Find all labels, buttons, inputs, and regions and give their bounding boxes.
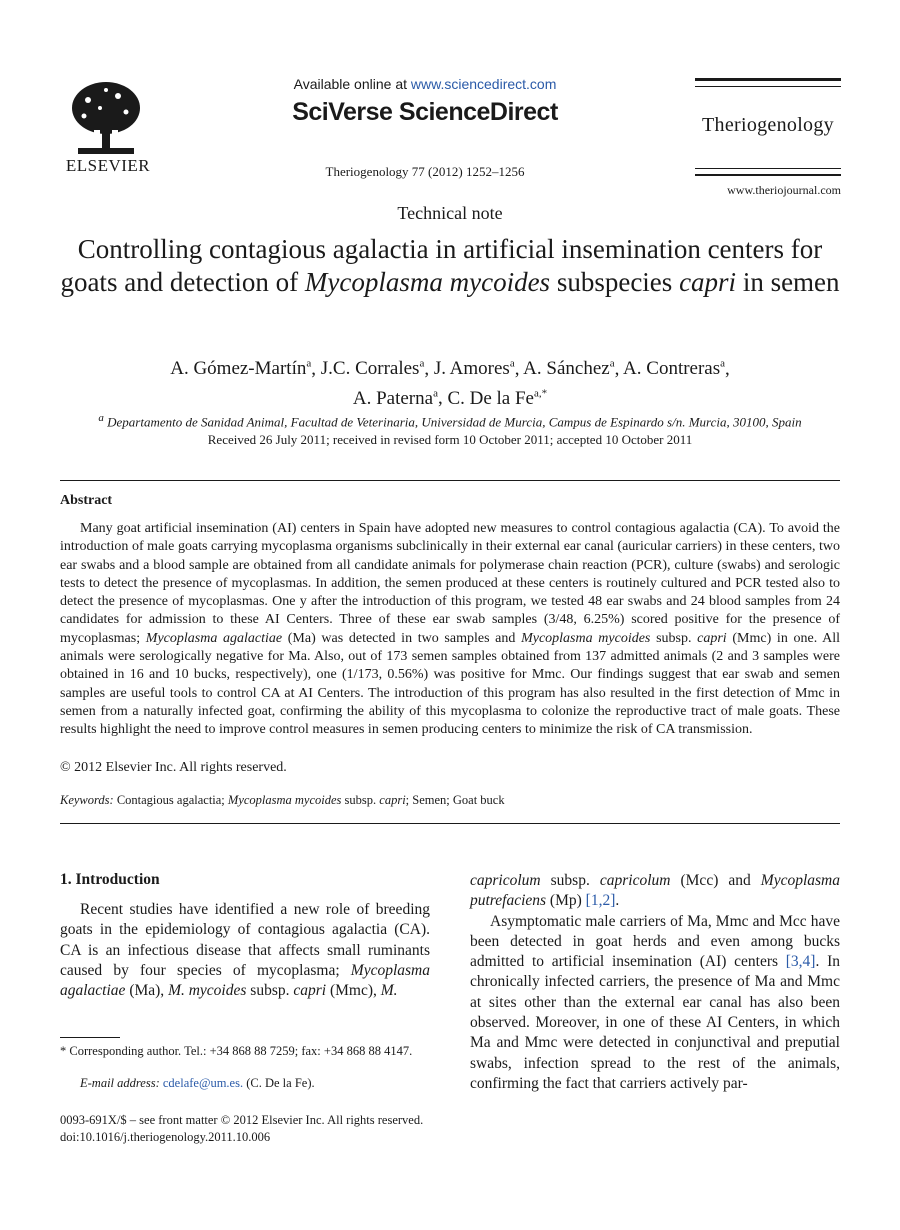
platform-name: SciVerse ScienceDirect [292, 98, 558, 126]
intro-column-1 [60, 900, 430, 1001]
abstract-text: Many goat artificial insemination (AI) centers in Spain have adopted new measures to control contagious agalactia (CA). To avoid the introduction of male goats carrying mycoplasma organisms subclinically in their external ear canal (auricular carriers) in these centers, two ear swabs and a blood sample are obtained from all candidate animals for polymerase chain reaction (PCR), culture (swabs) and serologic tests to detect the presence of mycoplasmas. In addition, the semen produced at these centers is routinely cultured and PCR tested also to detect the presence of mycoplasmas. One y after the introduction of this program, we tested 48 ear swabs and 24 blood samples from 24 candidates for admission to these AI Centers. Three of these ear swab samples (3/48, 6.25%) scored positive for the presence of mycoplasmas; Mycoplasma agalactiae (Ma) was detected in two samples and Mycoplasma mycoides subsp. capri (Mmc) in one. All animals were serologically negative for Ma. Also, out of 173 semen samples obtained from 137 admitted animals (2 and 3 samples were obtained in 16 and 10 bucks, respectively), one (1/173, 0.56%) was positive for Mmc. Our findings suggest that ear swab and semen samples are useful tools to control CA at AI Centers. The introduction of this program has also resulted in the first detection of Mmc in semen from a naturally infected goat, confirming the ability of this mycoplasma to colonize the reproductive tract of male goats. These results highlight the need to improve control measures in semen producing centers to minimize the risk of CA transmission. [60, 521, 840, 738]
keywords: Keywords: Contagious agalactia; Mycoplasma mycoides subsp. capri; Semen; Goat buck [60, 793, 505, 807]
affiliation: $^a$ Departamento de Sanidad Animal, Facultad de Veterinaria, Universidad de Murcia, Campus de Espinardo s/n. Murcia, 30100, Spain [98, 412, 802, 430]
journal-rule [695, 78, 841, 81]
abstract-heading: Abstract [60, 493, 113, 508]
journal-rule [695, 86, 841, 87]
publisher-name: ELSEVIER [65, 156, 151, 175]
available-online [280, 76, 570, 92]
author[interactable]: A. Gómez-Martín$^a$ [170, 358, 312, 380]
title-italic: capri [679, 267, 737, 297]
copyright: © 2012 Elsevier Inc. All rights reserved. [60, 760, 287, 775]
title-italic: Mycoplasma mycoides [304, 267, 551, 297]
sciencedirect-link[interactable]: www.sciencedirect.com [410, 76, 557, 92]
front-matter-line: 0093-691X/$ – see front matter © 2012 Elsevier Inc. All rights reserved. [60, 1113, 424, 1127]
author[interactable]: A. Sánchez$^a$ [523, 358, 615, 380]
received-dates: Received 26 July 2011; received in revised form 10 October 2011; accepted 10 October 2011 [207, 432, 693, 447]
title-text: subspecies [550, 267, 680, 297]
divider [60, 480, 840, 481]
footnote-rule [60, 1037, 120, 1038]
section-heading: 1. Introduction [60, 871, 160, 888]
email-note: E-mail address: cdelafe@um.es. (C. De la Fe). [80, 1076, 315, 1090]
author-list: A. Gómez-Martín$^a$, J.C. Corrales$^a$, J. Amores$^a$, A. Sánchez$^a$, A. Contreras$^a$, A. Paterna$^a$, C. De la $Fe^{a,*}$ [170, 358, 730, 409]
title-text: in semen [736, 267, 840, 297]
author[interactable]: C. De la $Fe^{a,*}$ [447, 387, 548, 409]
journal-rule [695, 174, 841, 176]
journal-title: Theriogenology [702, 114, 834, 136]
citation-link[interactable]: [1,2] [585, 892, 616, 910]
available-prefix: Available online at [293, 76, 411, 92]
corresponding-author-note: * Corresponding author. Tel.: +34 868 88 7259; fax: +34 868 88 4147. [60, 1044, 413, 1058]
intro-column-2 [470, 871, 840, 1094]
doi[interactable]: doi:10.1016/j.theriogenology.2011.10.006 [60, 1130, 271, 1144]
journal-citation: Theriogenology 77 (2012) 1252–1256 [325, 164, 525, 179]
author[interactable]: J.C. Corrales$^a$ [320, 358, 425, 380]
email-link[interactable]: cdelafe@um.es. [162, 1076, 244, 1090]
divider [60, 823, 840, 824]
front-matter [60, 1112, 480, 1146]
author[interactable]: A. Paterna$^a$ [352, 387, 438, 409]
author[interactable]: J. Amores$^a$ [433, 358, 515, 380]
paragraph: Asymptomatic male carriers of Ma, Mmc and Mcc have been detected in goat herds and even among bucks admitted to artificial insemination (AI) centers [3,4]. In chronically infected carriers, the presence of Ma and Mmc at sites other than the external ear canal has also been observed. Moreover, in one of these AI Centers, in which Ma and Mmc were detected in conjunctival and preputial swabs, infection spread to the rest of the animals, confirming the fact that carriers actively par- [470, 912, 840, 1092]
journal-rule [695, 168, 841, 169]
journal-url[interactable]: www.theriojournal.com [727, 183, 841, 197]
title-text: Controlling contagious agalactia in artificial insemination centers for goats and detection of [60, 234, 823, 297]
author[interactable]: A. Contreras$^a$ [623, 358, 726, 380]
article-title [50, 233, 850, 299]
paragraph-continued: capricolum subsp. capricolum (Mcc) and Mycoplasma putrefaciens (Mp) [1,2]. [470, 872, 840, 910]
citation-link[interactable]: [3,4] [785, 953, 816, 971]
article-type: Technical note [397, 203, 503, 223]
paragraph: Recent studies have identified a new role of breeding goats in the epidemiology of contagious agalactia (CA). CA is an infectious disease that affects small ruminants caused by four species of mycoplasma; Mycoplasma agalactiae (Ma), M. mycoides subsp. capri (Mmc), M. [60, 901, 430, 1000]
